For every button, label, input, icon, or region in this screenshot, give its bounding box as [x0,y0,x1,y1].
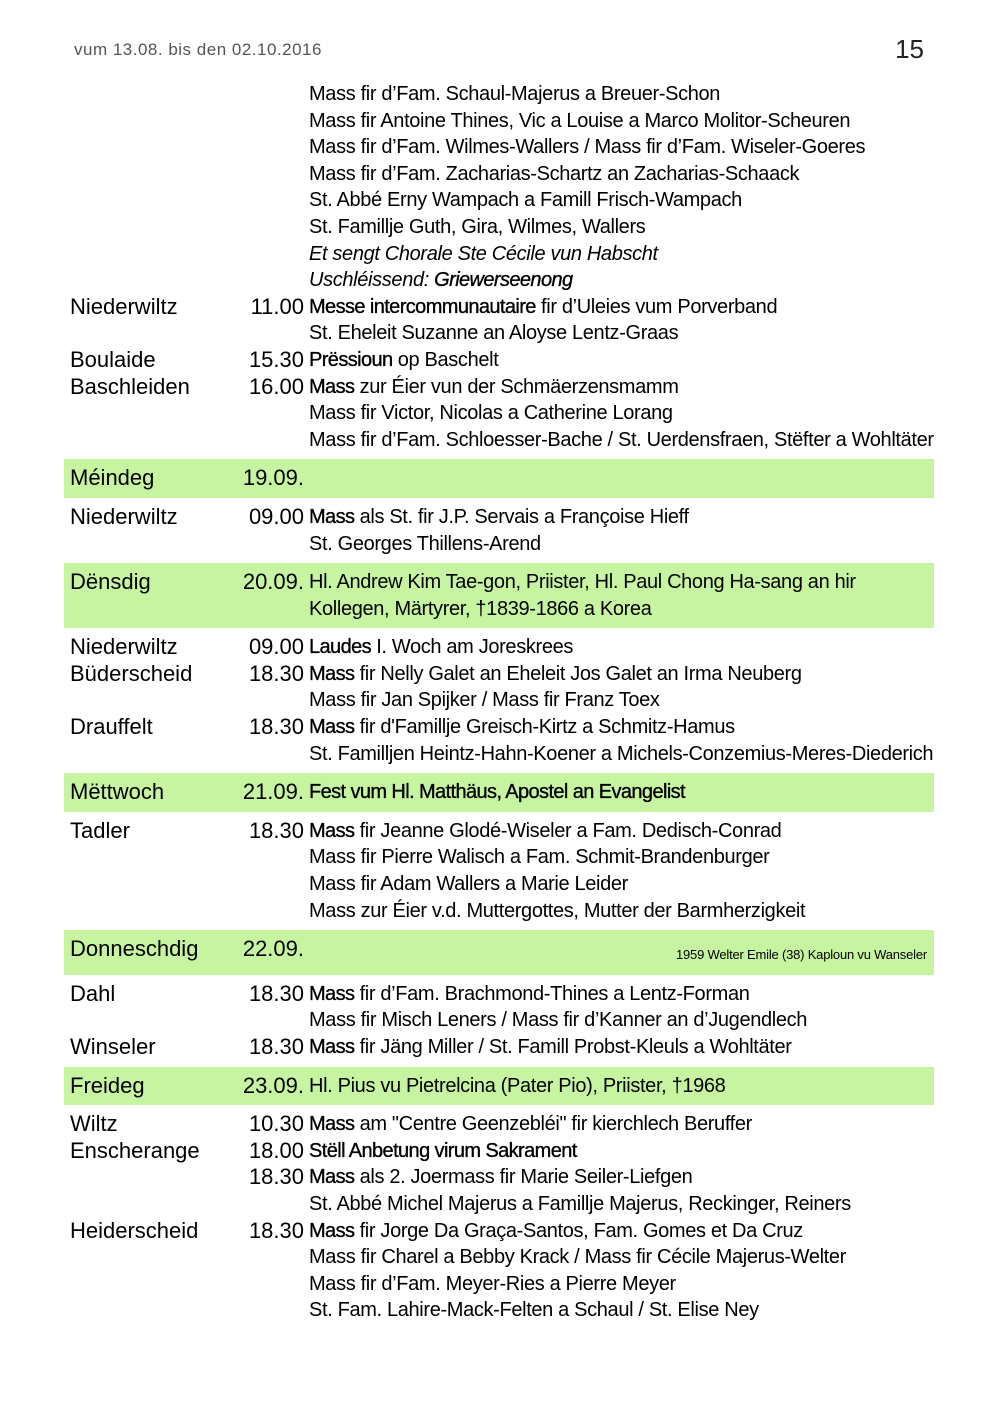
service-time: 18.30 [248,714,304,740]
day-name: Freideg [70,1072,145,1098]
detail-text: op Baschelt [392,348,499,371]
detail-line [309,294,934,321]
detail-text: Mass fir Charel a Bebby Krack / Mass fir Cécile Majerus-Welter [309,1246,846,1269]
detail-highlight: Stëll Anbetung virum Sakrament [309,1139,577,1162]
schedule-entry [64,81,934,294]
detail-text: Mass fir Antoine Thines, Vic a Louise a Marco Molitor-Scheuren [309,109,851,132]
date-range: vum 13.08. bis den 02.10.2016 [74,40,322,59]
day-band [64,563,934,628]
service-time: 18.30 [248,1034,304,1059]
entry-details [309,81,934,294]
detail-line [309,187,934,214]
detail-line [309,1111,934,1138]
detail-highlight: Messe intercommunautaire [309,295,536,318]
service-time: 18.00 [248,1137,304,1163]
place-name: Büderscheid [70,660,193,686]
place-name: Tadler [70,817,130,843]
entry-details [309,374,934,454]
entry-details [309,1034,934,1061]
detail-text: Kollegen, Märtyrer, †1839-1866 a Korea [309,597,652,620]
detail-text: I. Woch am Joreskrees [371,636,574,659]
detail-text: fir Jeanne Glodé-Wiseler a Fam. Dedisch-Conrad [354,819,782,842]
service-time: 18.30 [248,817,304,843]
detail-text: St. Famillje Guth, Gira, Wilmes, Wallers [309,215,646,238]
detail-text: Hl. Pius vu Pietrelcina (Pater Pio), Priister, †1968 [309,1074,726,1097]
detail-line [309,267,934,294]
place-name [64,1164,227,1217]
page-number: 15 [895,34,924,64]
place-name: Dahl [70,980,116,1006]
detail-text: fir d'Famillje Greisch-Kirtz a Schmitz-Hamus [354,716,735,739]
service-time: 10.30 [248,1111,304,1137]
service-time: 18.30 [248,660,304,686]
detail-text: als St. fir J.P. Servais a Françoise Hieff [354,505,689,528]
entry-details [309,1111,934,1138]
entry-details [309,1073,934,1100]
place-name [64,81,227,294]
day-date: 21.09. [242,779,304,805]
detail-text: Mass fir Adam Wallers a Marie Leider [309,873,628,896]
detail-highlight: Mass [309,1219,355,1242]
detail-text: Mass fir d’Fam. Schloesser-Bache / St. Uerdensfraen, Stëfter a Wohltäter [309,428,934,451]
service-time: 15.30 [248,346,304,372]
entry-details [309,818,934,924]
detail-highlight: Mass [309,505,355,528]
detail-line [309,596,934,623]
detail-line [309,844,934,871]
detail-line [309,1297,934,1324]
detail-prefix: Uschléissend: [309,269,435,292]
detail-line [309,504,934,531]
detail-line [309,214,934,241]
detail-highlight: Griewerseenong [434,269,573,292]
schedule-entry [64,1138,934,1165]
detail-line [309,714,934,741]
detail-line [309,108,934,135]
detail-line [309,1034,934,1061]
detail-line [309,531,934,558]
detail-line [309,818,934,845]
detail-highlight: Mass [309,662,355,685]
detail-text: St. Familljen Heintz-Hahn-Koener a Michels-Conzemius-Meres-Diederich [309,742,934,765]
detail-text: Mass zur Éier v.d. Muttergottes, Mutter der Barmherzigkeit [309,899,806,922]
detail-line [309,569,934,596]
service-time: 16.00 [248,373,304,399]
day-name: Dënsdig [70,569,151,595]
entry-details [309,504,934,557]
detail-highlight: Laudes [309,636,372,659]
detail-text: als 2. Joermass fir Marie Seiler-Liefgen [354,1166,693,1189]
detail-text: Hl. Andrew Kim Tae-gon, Priister, Hl. Paul Chong Ha-sang an hir [309,571,856,594]
entry-details [309,569,934,622]
detail-line [309,898,934,925]
detail-line [309,1191,934,1218]
detail-text: St. Georges Thillens-Arend [309,532,541,555]
detail-line [309,161,934,188]
detail-text: Mass fir Misch Leners / Mass fir d’Kanner an d’Jugendlech [309,1009,808,1032]
entry-details [309,661,934,714]
detail-line [309,634,934,661]
detail-line [309,1007,934,1034]
detail-line [309,374,934,401]
service-time: 09.00 [248,634,304,660]
detail-text: St. Fam. Lahire-Mack-Felten a Schaul / St. Elise Ney [309,1299,759,1322]
detail-text: fir Jäng Miller / St. Famill Probst-Kleuls a Wohltäter [354,1036,792,1058]
service-time: 11.00 [250,293,304,319]
place-name: Niederwiltz [70,634,178,660]
service-time: 18.30 [248,1217,304,1243]
detail-text: Et sengt Chorale Ste Cécile vun Habscht [309,242,658,265]
detail-line [309,779,934,806]
detail-text: Mass fir Jan Spijker / Mass fir Franz Toex [309,689,660,712]
place-name: Niederwiltz [70,293,178,319]
detail-text: Mass fir d’Fam. Meyer-Ries a Pierre Meyer [309,1272,676,1295]
day-band [64,773,934,812]
detail-line [309,1073,934,1100]
detail-line [309,687,934,714]
day-date: 22.09. [242,936,304,962]
detail-line [309,427,934,454]
detail-text: Mass fir Pierre Walisch a Fam. Schmit-Brandenburger [309,846,770,869]
detail-line [309,741,934,768]
service-time: 18.30 [248,980,304,1006]
detail-highlight: Mass [309,1113,355,1136]
schedule-entry [64,374,934,454]
detail-highlight: Mass [309,1166,355,1189]
schedule-entry [64,347,934,374]
day-date: 23.09. [242,1072,304,1098]
detail-highlight: Fest vum Hl. Matthäus, Apostel an Evangelist [309,781,686,804]
place-name: Drauffelt [70,714,153,740]
place-name: Heiderscheid [70,1217,199,1243]
detail-line [309,400,934,427]
detail-text: fir Nelly Galet an Eheleit Jos Galet an Irma Neuberg [354,662,802,685]
schedule-entry [64,634,934,661]
schedule-entry [64,1034,934,1061]
detail-text: Mass fir Victor, Nicolas a Catherine Lorang [309,402,673,425]
detail-highlight: Mass [309,982,355,1005]
detail-highlight: Mass [309,1036,355,1058]
detail-line [309,320,934,347]
detail-line [309,1218,934,1245]
schedule-entry [64,1164,934,1217]
detail-text: fir Jorge Da Graça-Santos, Fam. Gomes et Da Cruz [354,1219,803,1242]
detail-text: Mass fir d’Fam. Schaul-Majerus a Breuer-Schon [309,83,721,105]
entry-details [309,779,934,806]
detail-text: Mass fir d’Fam. Wilmes-Wallers / Mass fir d’Fam. Wiseler-Goeres [309,136,866,159]
day-name: Méindeg [70,465,155,491]
day-date: 19.09. [242,465,304,491]
detail-line [309,871,934,898]
detail-line [309,134,934,161]
place-name: Boulaide [70,346,156,372]
day-date: 20.09. [242,569,304,595]
day-band [64,1067,934,1106]
entry-details [309,634,934,661]
schedule-entry [64,1111,934,1138]
detail-text: am "Centre Geenzebléi" fir kierchlech Beruffer [354,1113,752,1136]
detail-line [309,241,934,268]
detail-line [309,1138,934,1165]
detail-line [309,1244,934,1271]
schedule-entry [64,504,934,557]
day-band [64,459,934,498]
entry-details [309,1218,934,1324]
place-name: Wiltz [70,1111,118,1137]
detail-line [309,1164,934,1191]
entry-details [309,714,934,767]
day-note: 1959 Welter Emile (38) Kaploun vu Wanseler [675,947,927,963]
detail-highlight: Mass [309,716,355,739]
detail-line [309,981,934,1008]
detail-text: fir d’Uleies vum Porverband [535,295,778,318]
schedule-entry [64,294,934,347]
entry-details [309,294,934,347]
place-name: Winseler [70,1034,156,1059]
schedule [64,81,934,1324]
detail-line [309,1271,934,1298]
day-band [64,930,934,975]
day-name: Mëttwoch [70,779,165,805]
place-name: Niederwiltz [70,503,178,529]
schedule-entry [64,1218,934,1324]
detail-text: Mass fir d’Fam. Zacharias-Schartz an Zacharias-Schaack [309,162,800,185]
detail-highlight: Prëssioun [309,348,393,371]
place-name: Baschleiden [70,373,190,399]
detail-highlight: Mass [309,819,355,842]
place-name: Enscherange [70,1137,200,1163]
detail-text: fir d’Fam. Brachmond-Thines a Lentz-Forman [354,982,750,1005]
day-name: Donneschdig [70,936,199,962]
entry-details [309,1164,934,1217]
schedule-entry [64,714,934,767]
detail-line [309,347,934,374]
entry-details [309,981,934,1034]
service-time: 09.00 [248,503,304,529]
entry-details [309,1138,934,1165]
detail-highlight: Mass [309,375,355,398]
detail-line [309,661,934,688]
schedule-entry [64,661,934,714]
detail-text: St. Abbé Erny Wampach a Famill Frisch-Wampach [309,189,742,212]
detail-text: zur Éier vun der Schmäerzensmamm [354,375,679,398]
schedule-entry [64,818,934,924]
schedule-entry [64,981,934,1034]
detail-text: St. Eheleit Suzanne an Aloyse Lentz-Graas [309,322,679,345]
service-time: 18.30 [248,1164,304,1190]
entry-details [309,347,934,374]
service-time [227,81,309,294]
detail-line [309,81,934,108]
detail-text: St. Abbé Michel Majerus a Famillje Majerus, Reckinger, Reiners [309,1192,851,1215]
page-header [74,34,924,66]
